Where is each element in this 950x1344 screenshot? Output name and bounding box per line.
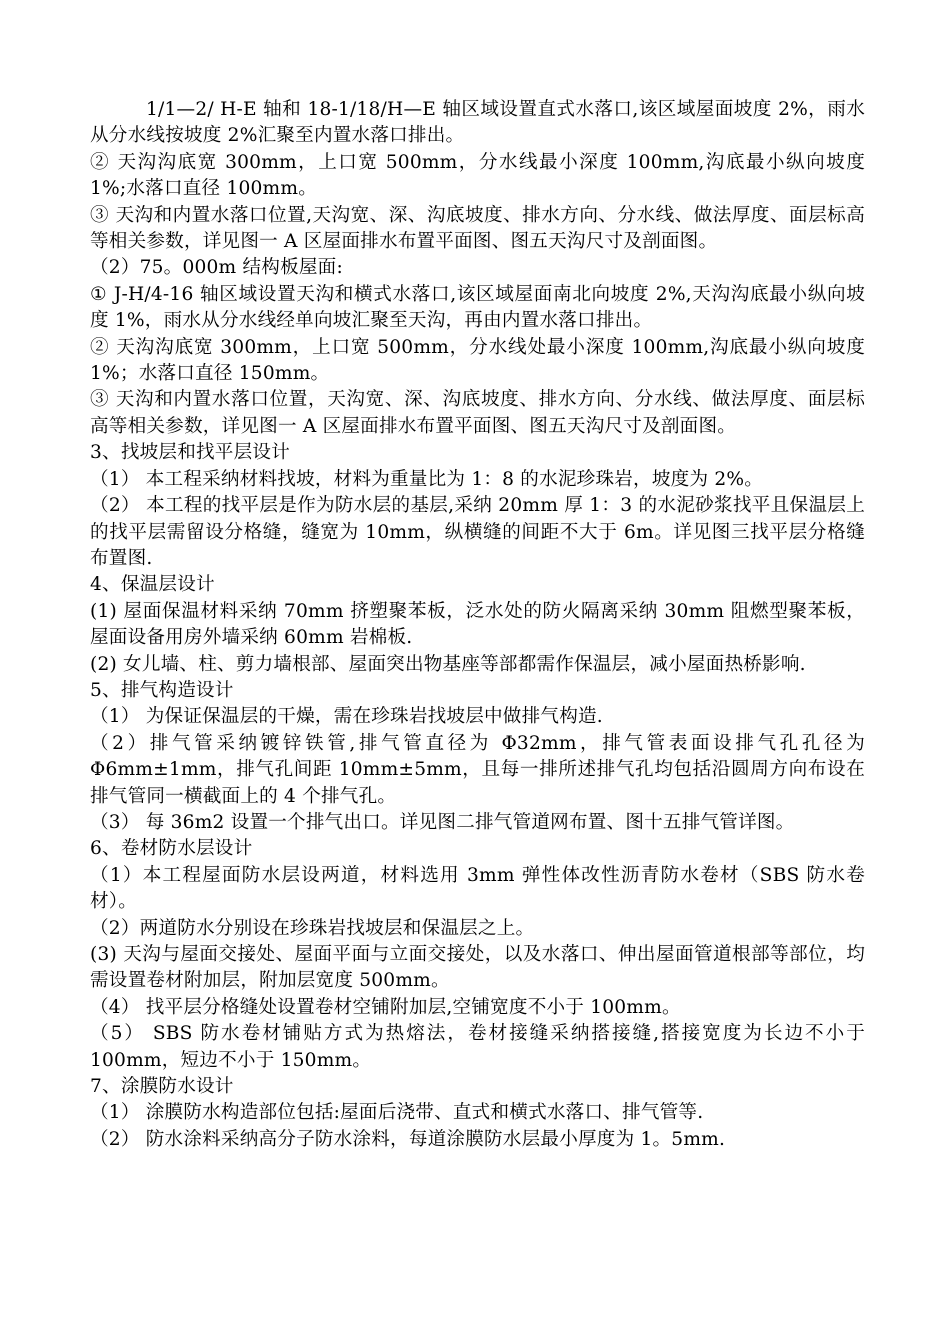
- paragraph: （1）本工程屋面防水层设两道，材料选用 3mm 弹性体改性沥青防水卷材（SBS 防水卷材）。: [90, 864, 865, 913]
- section-heading: 4、保温层设计: [90, 574, 215, 596]
- paragraph: （4） 找平层分格缝处设置卷材空铺附加层,空铺宽度不小于 100mm。: [90, 996, 681, 1018]
- paragraph: （2）排气管采纳镀锌铁管,排气管直径为 Φ32mm，排气管表面设排气孔孔径为Φ6mm±1mm，排气孔间距 10mm±5mm，且每一排所述排气孔均包括沿圆周方向布设在排气管同一横截面上的 4 个排气孔。: [90, 732, 865, 807]
- paragraph: （1） 为保证保温层的干燥，需在珍珠岩找坡层中做排气构造.: [90, 706, 603, 728]
- section-heading: 3、找坡层和找平层设计: [90, 442, 290, 464]
- paragraph: （5） SBS 防水卷材铺贴方式为热熔法，卷材接缝采纳搭接缝,搭接宽度为长边不小于 100mm，短边不小于 150mm。: [90, 1023, 872, 1071]
- paragraph: （2）75。000m 结构板屋面:: [90, 257, 343, 279]
- paragraph: ② 天沟沟底宽 300mm，上口宽 500mm，分水线处最小深度 100mm,沟底最小纵向坡度 1%；水落口直径 150mm。: [90, 336, 872, 385]
- paragraph: （2）两道防水分别设在珍珠岩找坡层和保温层之上。: [90, 917, 535, 939]
- paragraph: ① J-H/4-16 轴区域设置天沟和横式水落口,该区域屋面南北向坡度 2%,天沟沟底最小纵向坡度 1%，雨水从分水线经单向坡汇聚至天沟，再由内置水落口排出。: [90, 283, 865, 332]
- section-heading: 7、涂膜防水设计: [90, 1076, 234, 1098]
- paragraph: （3） 每 36m2 设置一个排气出口。详见图二排气管道网布置、图十五排气管详图。: [90, 811, 795, 833]
- paragraph: 1/1—2/ H-E 轴和 18-1/18/H—E 轴区域设置直式水落口,该区域屋面坡度 2%，雨水从分水线按坡度 2%汇聚至内置水落口排出。: [90, 99, 865, 147]
- paragraph: (2) 女儿墙、柱、剪力墙根部、屋面突出物基座等部都需作保温层，减小屋面热桥影响.: [90, 653, 806, 675]
- section-heading: 5、排气构造设计: [90, 679, 234, 701]
- paragraph: （1） 本工程采纳材料找坡，材料为重量比为 1：8 的水泥珍珠岩，坡度为 2%。: [90, 468, 764, 490]
- section-heading: 6、卷材防水层设计: [90, 838, 253, 860]
- paragraph: ② 天沟沟底宽 300mm，上口宽 500mm，分水线最小深度 100mm,沟底最小纵向坡度 1%;水落口直径 100mm。: [90, 151, 872, 200]
- paragraph: (1) 屋面保温材料采纳 70mm 挤塑聚苯板，泛水处的防火隔离采纳 30mm 阻燃型聚苯板，屋面设备用房外墙采纳 60mm 岩棉板.: [90, 600, 865, 649]
- paragraph: ③ 天沟和内置水落口位置，天沟宽、深、沟底坡度、排水方向、分水线、做法厚度、面层标高等相关参数，详见图一 A 区屋面排水布置平面图、图五天沟尺寸及剖面图。: [90, 389, 865, 437]
- document-body: [90, 97, 872, 1153]
- paragraph: （1） 涂膜防水构造部位包括:屋面后浇带、直式和横式水落口、排气管等.: [90, 1102, 704, 1124]
- paragraph: ③ 天沟和内置水落口位置,天沟宽、深、沟底坡度、排水方向、分水线、做法厚度、面层标高等相关参数，详见图一 A 区屋面排水布置平面图、图五天沟尺寸及剖面图。: [90, 204, 865, 253]
- paragraph: （2） 防水涂料采纳高分子防水涂料，每道涂膜防水层最小厚度为 1。5mm.: [90, 1128, 726, 1150]
- paragraph: (3) 天沟与屋面交接处、屋面平面与立面交接处，以及水落口、伸出屋面管道根部等部位，均需设置卷材附加层，附加层宽度 500mm。: [90, 944, 865, 992]
- paragraph: （2） 本工程的找平层是作为防水层的基层,采纳 20mm 厚 1：3 的水泥砂浆找平且保温层上的找平层需留设分格缝，缝宽为 10mm，纵横缝的间距不大于 6m。详见图三找平层分格缝布置图.: [90, 495, 865, 569]
